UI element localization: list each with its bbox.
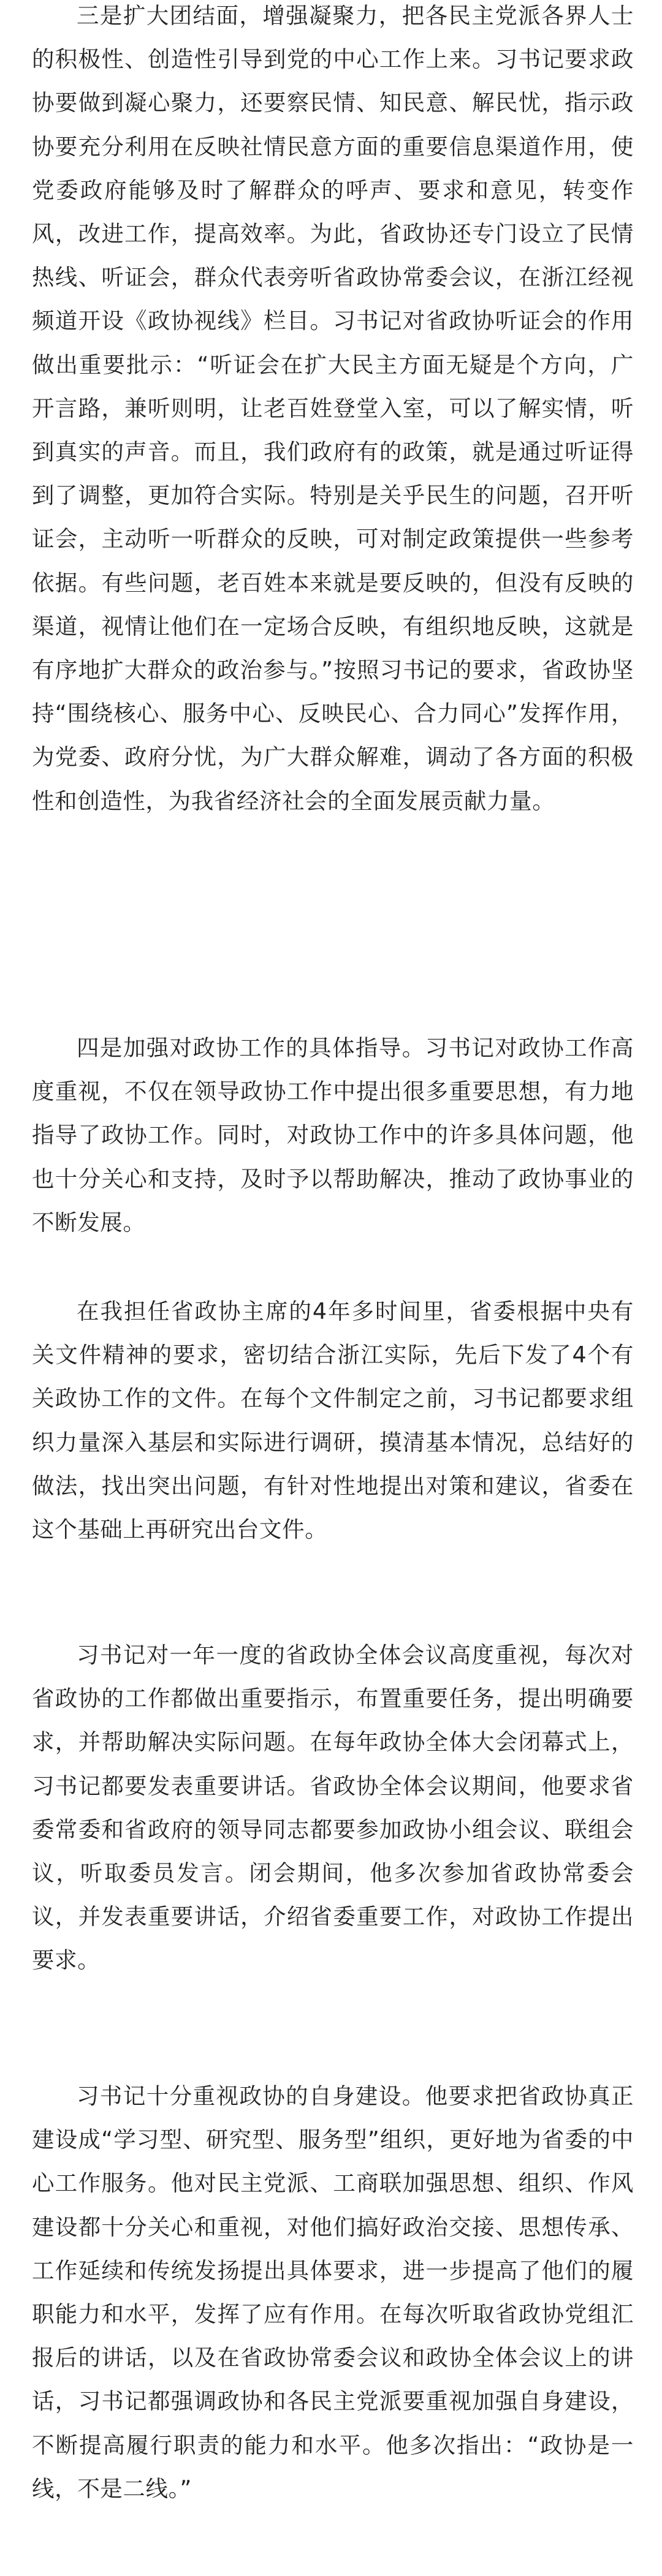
paragraph-expand-unity: 三是扩大团结面，增强凝聚力，把各民主党派各界人士的积极性、创造性引导到党的中心工作上来。习书记要求政协要做到凝心聚力，还要察民情、知民意、解民忧，指示政协要充分利用在反映社情民意方面的重要信息渠道作用，使党委政府能够及时了解群众的呼声、要求和意见，转变作风，改进工作，提高效率。为此，省政协还专门设立了民情热线、听证会，群众代表旁听省政协常委会议，在浙江经视频道开设《政协视线》栏目。习书记对省政协听证会的作用做出重要批示：“听证会在扩大民主方面无疑是个方向，广开言路，兼听则明，让老百姓登堂入室，可以了解实情，听到真实的声音。而且，我们政府有的政策，就是通过听证得到了调整，更加符合实际。特别是关乎民生的问题，召开听证会，主动听一听群众的反映，可对制定政策提供一些参考依据。有些问题，老百姓本来就是要反映的，但没有反映的渠道，视情让他们在一定场合反映，有组织地反映，这就是有序地扩大群众的政治参与。”按照习书记的要求，省政协坚持“围绕核心、服务中心、反映民心、合力同心”发挥作用，为党委、政府分忧，为广大群众解难，调动了各方面的积极性和创造性，为我省经济社会的全面发展贡献力量。 bbox=[32, 2, 634, 814]
paragraph-plenary-sessions: 习书记对一年一度的省政协全体会议高度重视，每次对省政协的工作都做出重要指示，布置重要任务，提出明确要求，并帮助解决实际问题。在每年政协全体大会闭幕式上，习书记都要发表重要讲话。省政协全体会议期间，他要求省委常委和省政府的领导同志都要参加政协小组会议、联组会议，听取委员发言。闭会期间，他多次参加省政协常委会议，并发表重要讲话，介绍省委重要工作，对政协工作提出要求。 bbox=[32, 1642, 634, 1974]
paragraph-provincial-documents: 在我担任省政协主席的4年多时间里，省委根据中央有关文件精神的要求，密切结合浙江实际，先后下发了4个有关政协工作的文件。在每个文件制定之前，习书记都要求组织力量深入基层和实际进行调研，摸清基本情况，总结好的做法，找出突出问题，有针对性地提出对策和建议，省委在这个基础上再研究出台文件。 bbox=[32, 1298, 634, 1543]
paragraph-self-construction: 习书记十分重视政协的自身建设。他要求把省政协真正建设成“学习型、研究型、服务型”组织，更好地为省委的中心工作服务。他对民主党派、工商联加强思想、组织、作风建设都十分关心和重视，对他们搞好政治交接、思想传承、工作延续和传统发扬提出具体要求，进一步提高了他们的履职能力和水平，发挥了应有作用。在每次听取省政协党组汇报后的讲话，以及在省政协常委会议和政协全体会议上的讲话，习书记都强调政协和各民主党派要重视加强自身建设，不断提高履行职责的能力和水平。他多次指出：“政协是一线，不是二线。” bbox=[32, 2083, 634, 2502]
paragraph-specific-guidance: 四是加强对政协工作的具体指导。习书记对政协工作高度重视，不仅在领导政协工作中提出很多重要思想，有力地指导了政协工作。同时，对政协工作中的许多具体问题，他也十分关心和支持，及时予以帮助解决，推动了政协事业的不断发展。 bbox=[32, 1035, 634, 1236]
